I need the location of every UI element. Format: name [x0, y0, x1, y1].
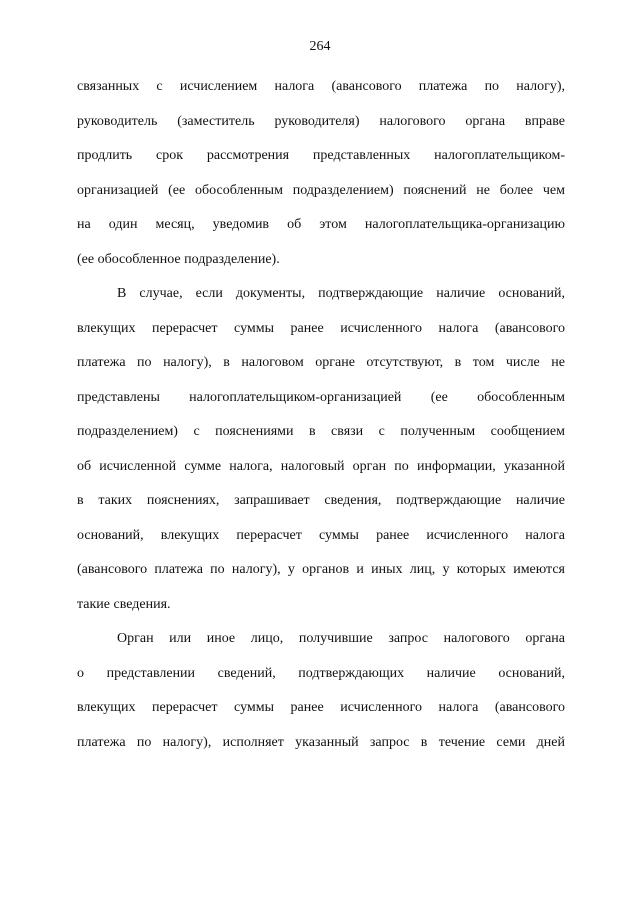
text-line: об исчисленной сумме налога, налоговый орган по информации, указанной — [77, 458, 565, 474]
text-line: платежа по налогу), исполняет указанный запрос в течение семи дней — [77, 734, 565, 750]
text-line: руководитель (заместитель руководителя) налогового органа вправе — [77, 113, 565, 129]
page-number: 264 — [309, 39, 331, 54]
text-line: о представлении сведений, подтверждающих наличие оснований, — [77, 665, 565, 681]
text-line: продлить срок рассмотрения представленных налогоплательщиком- — [77, 148, 565, 163]
text-line: связанных с исчислением налога (авансового платежа по налогу), — [77, 79, 565, 94]
paragraph-2 — [77, 277, 565, 622]
text-line: на один месяц, уведомив об этом налогоплательщика-организацию — [77, 217, 565, 232]
text-line: в таких пояснениях, запрашивает сведения, подтверждающие наличие — [77, 493, 565, 508]
text-line: подразделением) с пояснениями в связи с полученным сообщением — [77, 424, 565, 439]
text-line: оснований, влекущих перерасчет суммы ранее исчисленного налога — [77, 527, 565, 543]
text-line: В случае, если документы, подтверждающие наличие оснований, — [117, 286, 565, 301]
text-line: организацией (ее обособленным подразделением) пояснений не более чем — [77, 182, 565, 198]
text-line: такие сведения. — [77, 596, 171, 612]
text-line: влекущих перерасчет суммы ранее исчисленного налога (авансового — [77, 320, 565, 336]
text-line: влекущих перерасчет суммы ранее исчисленного налога (авансового — [77, 700, 565, 715]
text-line: представлены налогоплательщиком-организацией (ее обособленным — [77, 389, 565, 405]
text-line: (ее обособленное подразделение). — [77, 251, 280, 267]
text-line: (авансового платежа по налогу), у органов и иных лиц, у которых имеются — [77, 562, 565, 577]
text-line: платежа по налогу), в налоговом органе отсутствуют, в том числе не — [77, 355, 565, 370]
document-body — [77, 70, 565, 760]
text-line: Орган или иное лицо, получившие запрос налогового органа — [117, 631, 565, 646]
paragraph-3 — [77, 622, 565, 760]
paragraph-1 — [77, 70, 565, 277]
